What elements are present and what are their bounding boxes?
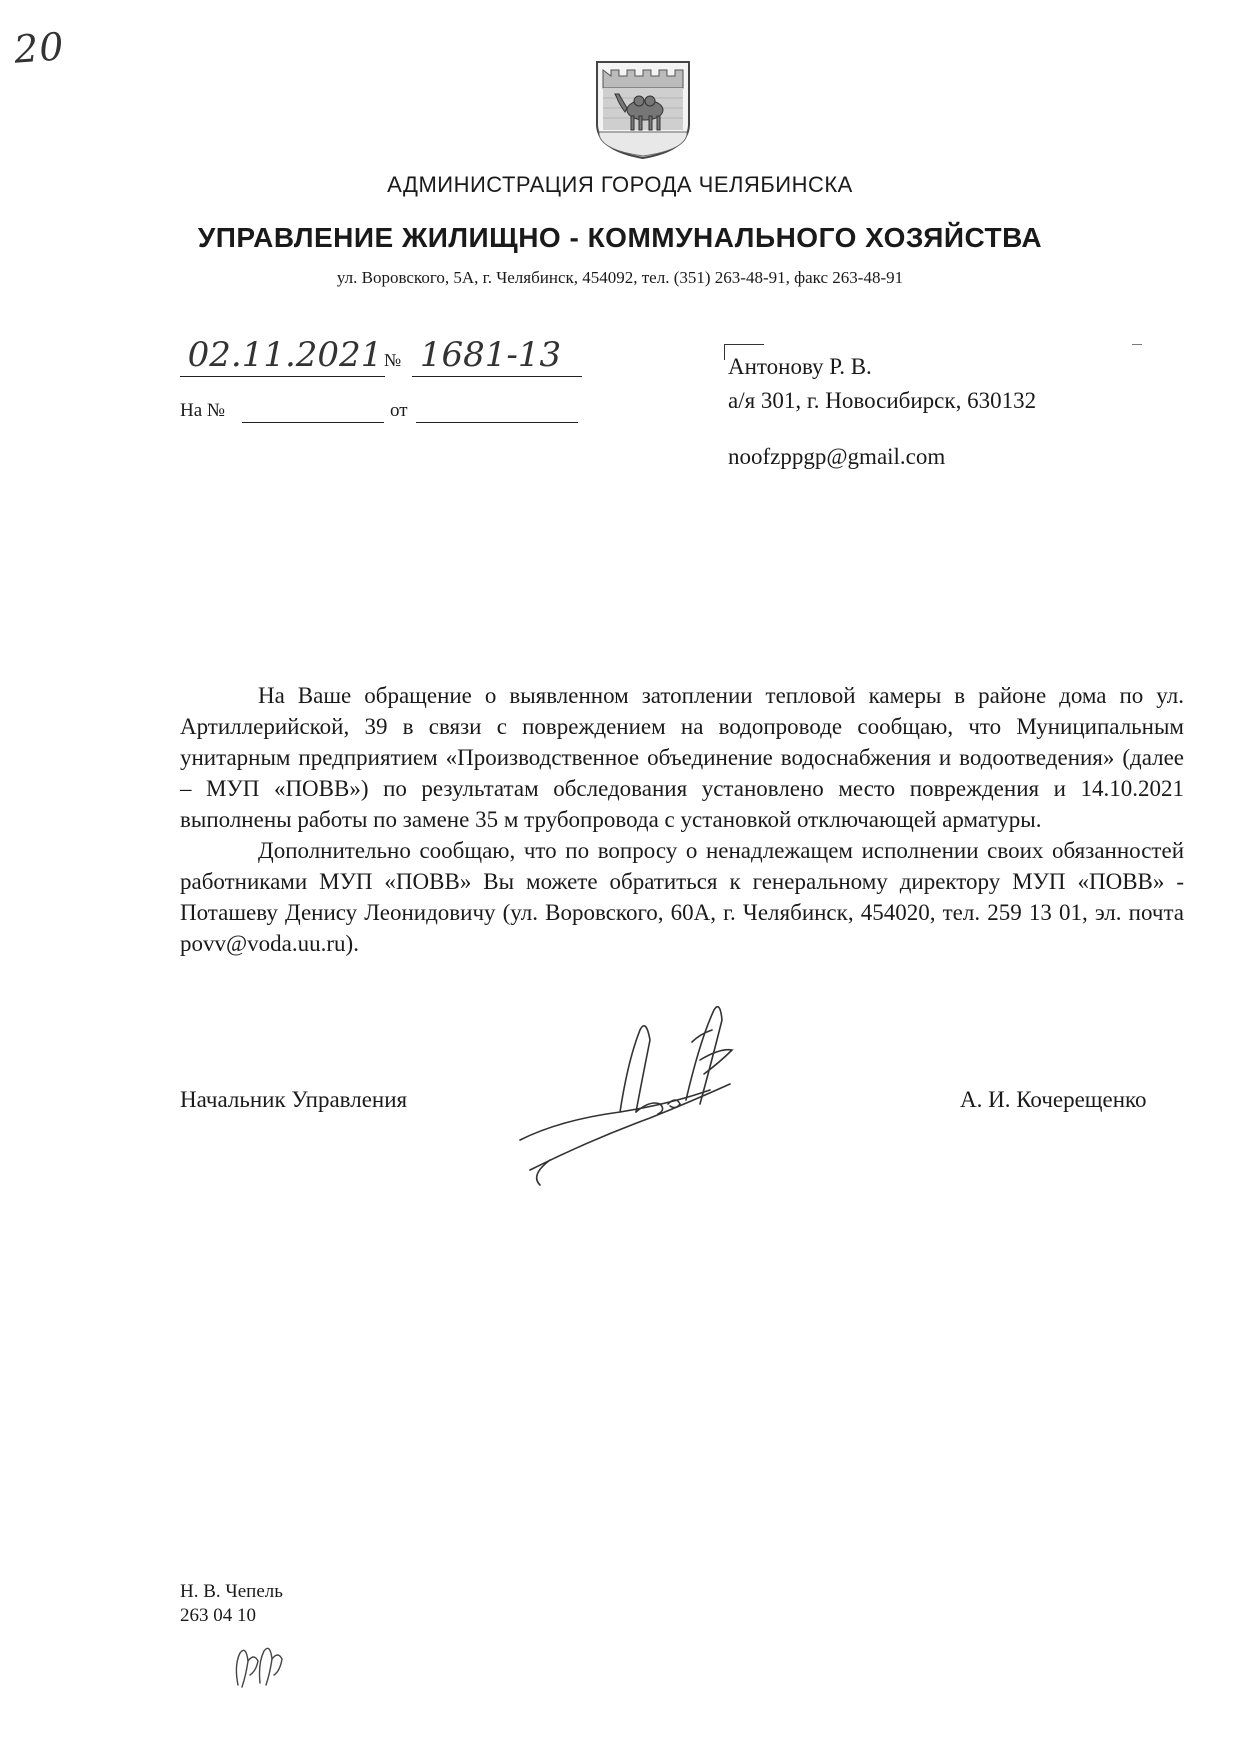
signatory-title: Начальник Управления [180, 1087, 408, 1112]
letter-body [180, 680, 1184, 959]
performer-phone: 263 04 10 [180, 1605, 256, 1626]
reference-from-label: от [390, 400, 408, 421]
recipient-block [728, 350, 1036, 418]
registration-number-line [412, 376, 582, 377]
recipient-email: noofzppgp@gmail.com [728, 444, 946, 469]
recipient-postal-address: а/я 301, г. Новосибирск, 630132 [728, 388, 1037, 413]
department-address: ул. Воровского, 5А, г. Челябинск, 454092, тел. (351) 263-48-91, факс 263-48-91 [336, 268, 904, 287]
recipient-name: Антонову Р. В. [728, 354, 872, 379]
reference-date-line [416, 422, 578, 423]
handwritten-signature [500, 1000, 780, 1200]
coat-of-arms-icon [589, 54, 697, 160]
handwritten-initials [228, 1635, 288, 1695]
reference-label: На № [180, 400, 226, 421]
department-name: УПРАВЛЕНИЕ ЖИЛИЩНО - КОММУНАЛЬНОГО ХОЗЯЙСТВА [197, 222, 1043, 253]
signatory-name: А. И. Кочерещенко [960, 1087, 1147, 1112]
performer-block [180, 1580, 283, 1628]
performer-name: Н. В. Чепель [180, 1581, 283, 1602]
addressee-corner-mark [724, 344, 764, 345]
addressee-corner-mark-vertical [724, 344, 725, 360]
reference-number-line [242, 422, 384, 423]
registration-number-sign: № [384, 350, 402, 370]
page-number: 20 [12, 24, 66, 72]
body-paragraph-2: Дополнительно сообщаю, что по вопросу о ненадлежащем исполнении своих обязанностей работниками МУП «ПОВВ» Вы можете обратиться к генеральному директору МУП «ПОВВ» - Поташеву Денису Леонидовичу (ул. Воровского, 60А, г. Челябинск, 454020, тел. 259 13 01, эл. почта povv@voda.uu.ru). [180, 838, 1184, 956]
administration-name: АДМИНИСТРАЦИЯ ГОРОДА ЧЕЛЯБИНСКА [387, 172, 853, 197]
registration-date-line [180, 376, 385, 377]
body-paragraph-1: На Ваше обращение о выявленном затоплении тепловой камеры в районе дома по ул. Артиллерийской, 39 в связи с повреждением на водопроводе сообщаю, что Муниципальным унитарным предприятием «Производственное объединение водоснабжения и водоотведения» (далее – МУП «ПОВВ») по результатам обследования установлено место повреждения и 14.10.2021 выполнены работы по замене 35 м трубопровода с установкой отключающей арматуры. [180, 683, 1184, 832]
registration-number: 1681-13 [419, 335, 562, 375]
addressee-corner-mark-right [1132, 344, 1142, 345]
registration-date: 02.11.2021 [187, 335, 383, 375]
